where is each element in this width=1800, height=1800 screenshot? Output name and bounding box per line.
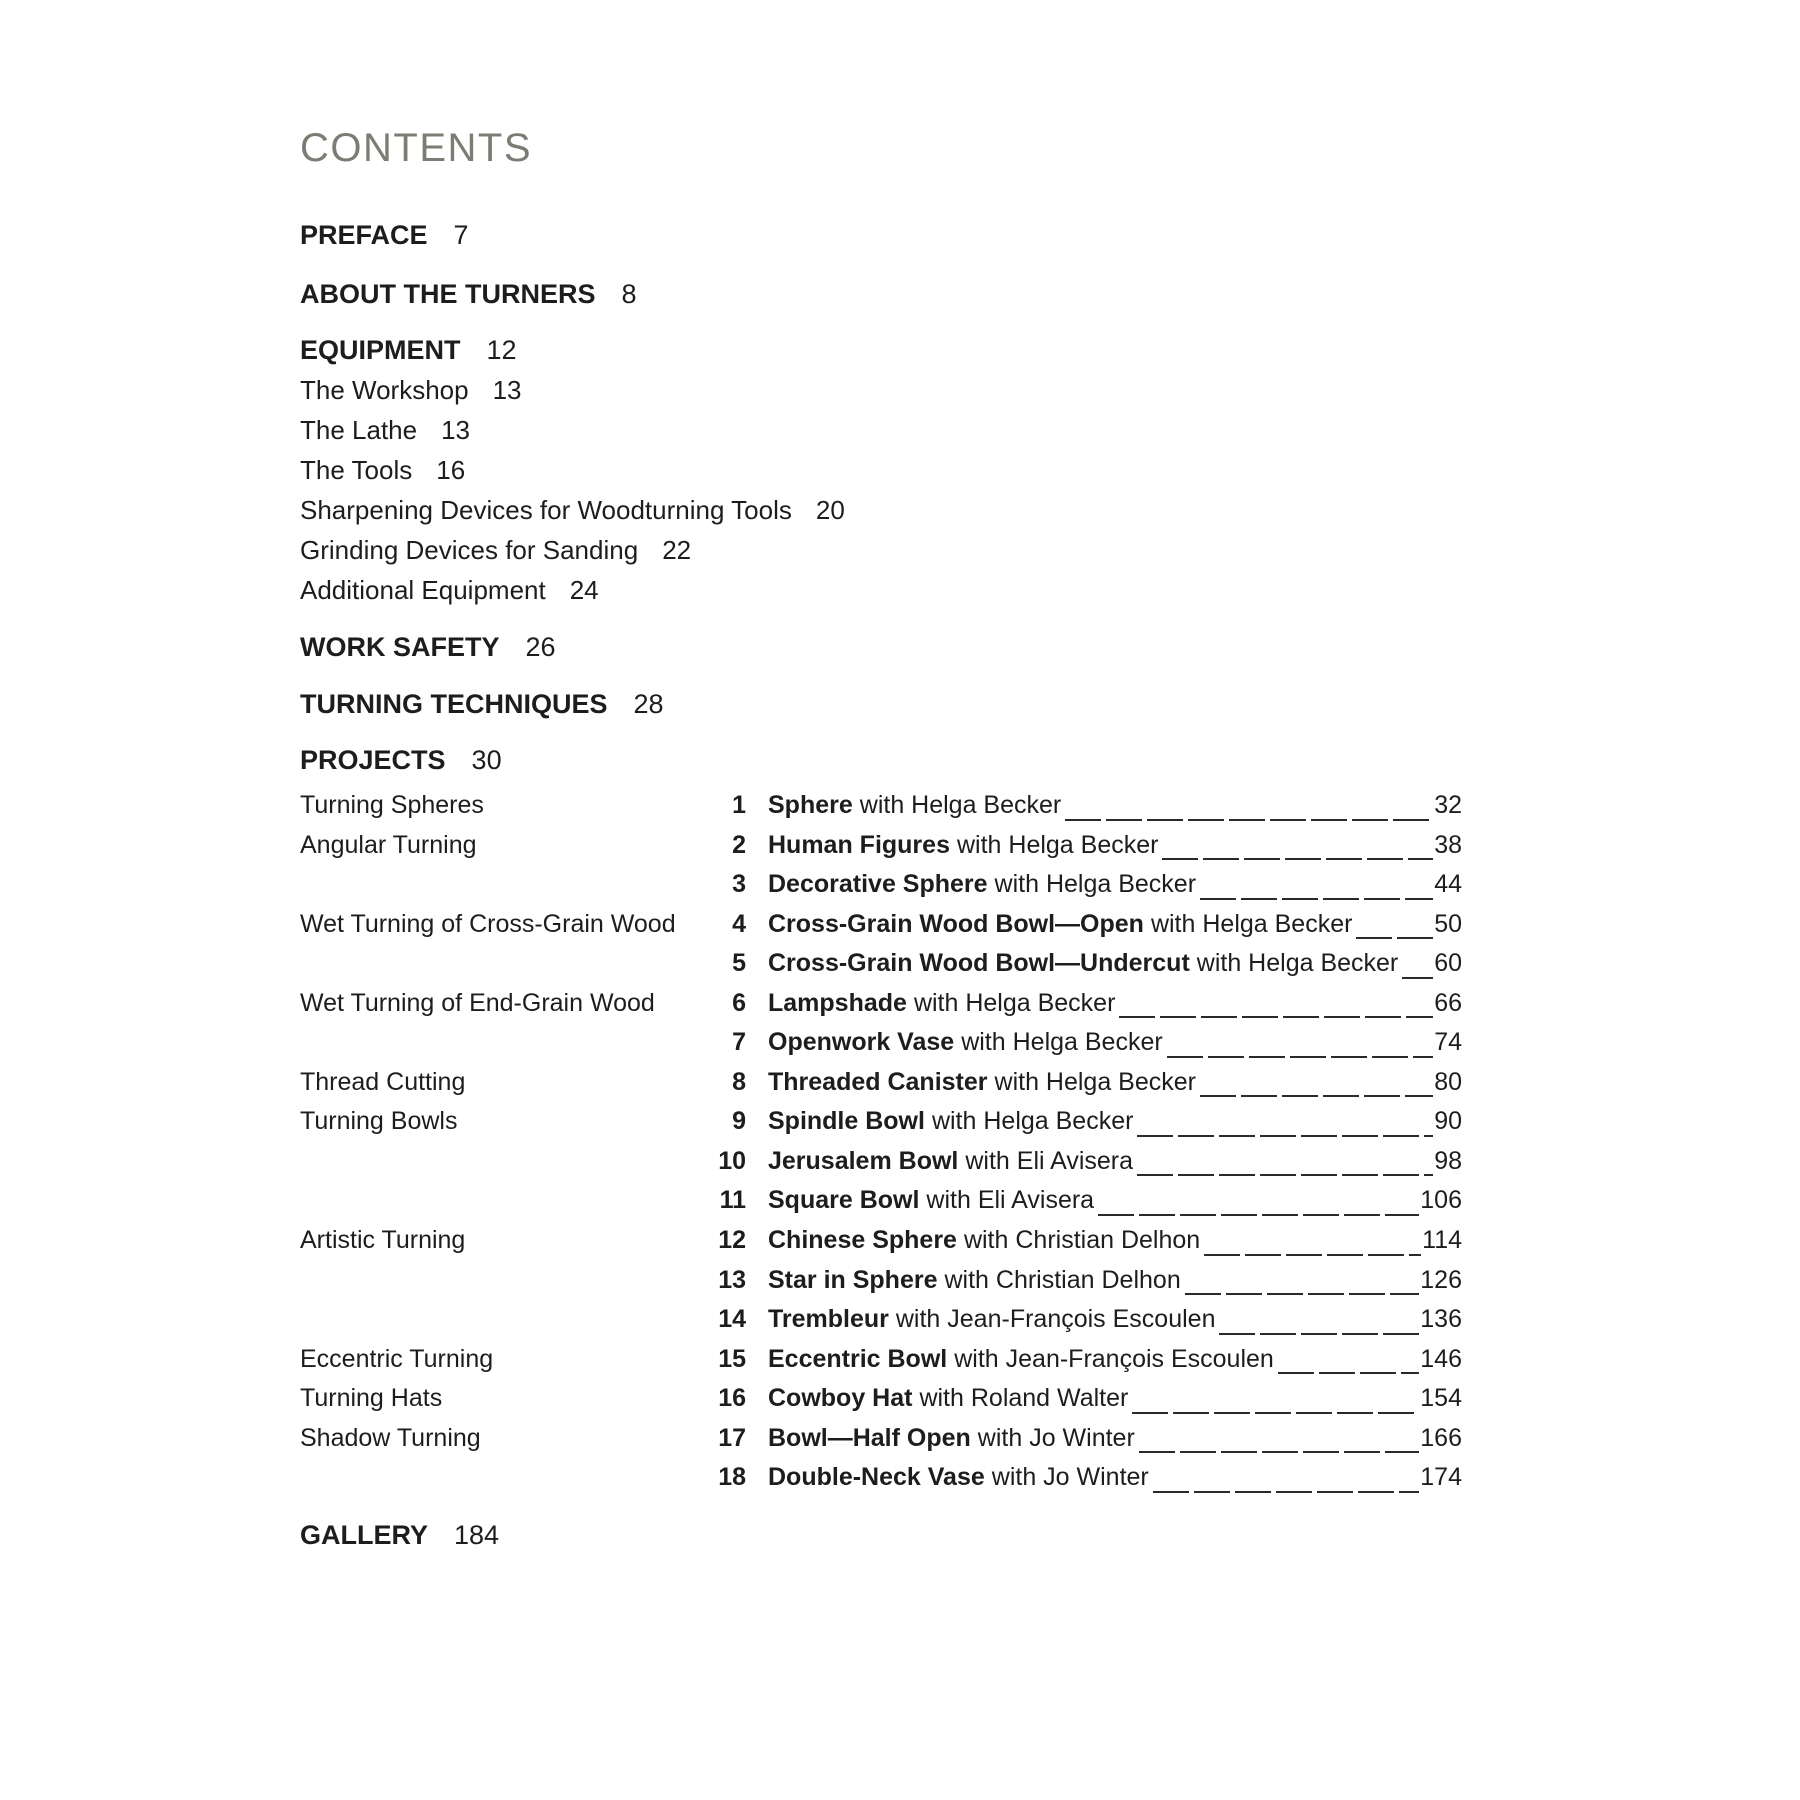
- equipment-item: [300, 497, 845, 523]
- project-title: Spindle Bowl: [768, 1107, 925, 1136]
- project-author: with Jean-François Escoulen: [954, 1344, 1274, 1373]
- page-number: 32: [1434, 791, 1462, 819]
- section-label: TURNING TECHNIQUES: [300, 689, 608, 719]
- category-label: Artistic Turning: [300, 1226, 466, 1255]
- toc-row: [300, 1340, 1462, 1380]
- section-label: EQUIPMENT: [300, 335, 461, 365]
- toc-row: [300, 944, 1462, 984]
- project-number: 8: [732, 1067, 746, 1096]
- dotted-leader: [1162, 858, 1433, 860]
- project-author: with Jean-François Escoulen: [895, 1305, 1216, 1334]
- section-equipment: [300, 337, 517, 364]
- toc-row: [300, 786, 1462, 826]
- item-label: The Tools: [300, 455, 413, 485]
- dotted-leader: [1065, 819, 1433, 821]
- toc-row: [300, 1142, 1462, 1182]
- project-author: with Helga Becker: [956, 830, 1159, 859]
- project-author: with Helga Becker: [961, 1028, 1163, 1057]
- section-page-number: 12: [486, 335, 517, 365]
- project-title: Cowboy Hat: [768, 1384, 913, 1413]
- dotted-leader: [1167, 1056, 1434, 1058]
- project-author: with Helga Becker: [994, 1067, 1196, 1096]
- project-title: Jerusalem Bowl: [768, 1146, 959, 1175]
- section-turning-techniques: [300, 691, 664, 718]
- project-number: 7: [732, 1028, 746, 1057]
- page-number: 90: [1434, 1107, 1462, 1136]
- toc-row: [300, 1379, 1462, 1419]
- dotted-leader: [1200, 1095, 1433, 1097]
- toc-row: [300, 826, 1462, 866]
- project-title: Double-Neck Vase: [768, 1463, 985, 1492]
- section-label: ABOUT THE TURNERS: [300, 279, 596, 309]
- project-title: Sphere: [768, 791, 853, 819]
- project-author: with Jo Winter: [991, 1463, 1149, 1492]
- project-title: Bowl—Half Open: [768, 1423, 971, 1452]
- item-page-number: 22: [662, 535, 692, 565]
- dotted-leader: [1137, 1174, 1433, 1176]
- item-label: Grinding Devices for Sanding: [300, 535, 639, 565]
- section-label: PROJECTS: [300, 745, 446, 775]
- dotted-leader: [1185, 1293, 1420, 1295]
- project-author: with Helga Becker: [859, 791, 1062, 819]
- category-label: Wet Turning of Cross-Grain Wood: [300, 909, 676, 938]
- project-number: 4: [732, 909, 746, 938]
- project-title: Decorative Sphere: [768, 870, 988, 899]
- project-number: 9: [732, 1107, 746, 1136]
- category-label: Angular Turning: [300, 830, 477, 859]
- project-author: with Helga Becker: [1196, 949, 1399, 978]
- project-title: Cross-Grain Wood Bowl—Undercut: [768, 949, 1190, 978]
- project-title: Human Figures: [768, 830, 950, 859]
- projects-table: [300, 786, 1462, 1498]
- project-number: 11: [719, 1186, 746, 1215]
- page-number: 38: [1434, 830, 1462, 859]
- page-number: 66: [1434, 988, 1462, 1017]
- equipment-item: [300, 577, 599, 603]
- section-label: WORK SAFETY: [300, 632, 500, 662]
- project-author: with Roland Walter: [919, 1384, 1129, 1413]
- page-number: 154: [1420, 1384, 1462, 1413]
- project-number: 12: [718, 1226, 746, 1255]
- section-page-number: 7: [453, 220, 469, 250]
- category-label: Turning Bowls: [300, 1107, 458, 1136]
- project-title: Openwork Vase: [768, 1028, 955, 1057]
- page-number: 98: [1434, 1146, 1462, 1175]
- dotted-leader: [1132, 1412, 1419, 1414]
- toc-row: [300, 984, 1462, 1024]
- toc-row: [300, 1458, 1462, 1498]
- section-work-safety: [300, 634, 556, 661]
- dotted-leader: [1402, 977, 1433, 979]
- section-projects: [300, 747, 502, 774]
- item-label: Sharpening Devices for Woodturning Tools: [300, 495, 792, 525]
- page-number: 74: [1434, 1028, 1462, 1057]
- section-page-number: 26: [525, 632, 556, 662]
- dotted-leader: [1098, 1214, 1419, 1216]
- toc-row: [300, 1300, 1462, 1340]
- page-number: 80: [1434, 1067, 1462, 1096]
- page-number: 126: [1420, 1265, 1462, 1294]
- equipment-item: [300, 377, 522, 403]
- dotted-leader: [1139, 1451, 1420, 1453]
- page-number: 166: [1420, 1423, 1462, 1452]
- dotted-leader: [1137, 1135, 1433, 1137]
- item-label: The Workshop: [300, 375, 469, 405]
- dotted-leader: [1219, 1333, 1419, 1335]
- project-number: 17: [718, 1423, 746, 1452]
- category-label: Shadow Turning: [300, 1423, 481, 1452]
- item-page-number: 16: [436, 455, 466, 485]
- item-page-number: 13: [492, 375, 522, 405]
- project-number: 2: [732, 830, 746, 859]
- project-author: with Christian Delhon: [944, 1265, 1181, 1294]
- dotted-leader: [1153, 1491, 1420, 1493]
- project-title: Star in Sphere: [768, 1265, 938, 1294]
- page-number: 44: [1434, 870, 1462, 899]
- project-number: 18: [718, 1463, 746, 1492]
- section-page-number: 184: [454, 1520, 500, 1550]
- item-page-number: 13: [441, 415, 471, 445]
- page-number: 174: [1420, 1463, 1462, 1492]
- project-title: Eccentric Bowl: [768, 1344, 948, 1373]
- page-number: 60: [1434, 949, 1462, 978]
- page-title: CONTENTS: [300, 126, 532, 170]
- page-number: 114: [1422, 1226, 1462, 1255]
- project-title: Square Bowl: [768, 1186, 920, 1215]
- category-label: Turning Hats: [300, 1384, 443, 1413]
- section-page-number: 8: [621, 279, 637, 309]
- project-author: with Helga Becker: [913, 988, 1116, 1017]
- project-title: Trembleur: [768, 1305, 889, 1334]
- category-label: Eccentric Turning: [300, 1344, 494, 1373]
- toc-row: [300, 1419, 1462, 1459]
- category-label: Wet Turning of End-Grain Wood: [300, 988, 655, 1017]
- toc-row: [300, 1102, 1462, 1142]
- item-label: The Lathe: [300, 415, 418, 445]
- dotted-leader: [1200, 898, 1433, 900]
- section-about-the-turners: [300, 281, 637, 308]
- item-page-number: 24: [569, 575, 599, 605]
- project-author: with Eli Avisera: [965, 1146, 1134, 1175]
- equipment-item: [300, 537, 691, 563]
- section-label: PREFACE: [300, 220, 428, 250]
- page-number: 136: [1420, 1305, 1462, 1334]
- section-page-number: 30: [471, 745, 502, 775]
- toc-row: [300, 1221, 1462, 1261]
- item-page-number: 20: [815, 495, 845, 525]
- project-author: with Helga Becker: [931, 1107, 1134, 1136]
- project-author: with Helga Becker: [994, 870, 1197, 899]
- toc-row: [300, 1023, 1462, 1063]
- project-author: with Christian Delhon: [963, 1226, 1201, 1255]
- section-label: GALLERY: [300, 1520, 428, 1550]
- toc-row: [300, 1181, 1462, 1221]
- section-preface: [300, 222, 469, 249]
- equipment-item: [300, 417, 470, 443]
- section-page-number: 28: [633, 689, 664, 719]
- project-author: with Eli Avisera: [926, 1186, 1095, 1215]
- project-number: 13: [718, 1265, 746, 1294]
- dotted-leader: [1204, 1254, 1421, 1256]
- toc-row: [300, 1063, 1462, 1103]
- toc-row: [300, 905, 1462, 945]
- project-number: 14: [718, 1305, 746, 1334]
- section-gallery: [300, 1522, 499, 1549]
- project-number: 5: [732, 949, 746, 978]
- equipment-item: [300, 457, 465, 483]
- project-title: Chinese Sphere: [768, 1226, 957, 1255]
- project-title: Threaded Canister: [768, 1067, 988, 1096]
- dotted-leader: [1356, 937, 1433, 939]
- category-label: Turning Spheres: [300, 791, 484, 819]
- project-title: Lampshade: [768, 988, 907, 1017]
- category-label: Thread Cutting: [300, 1067, 466, 1096]
- project-author: with Helga Becker: [1150, 909, 1353, 938]
- page-number: 106: [1420, 1186, 1462, 1215]
- dotted-leader: [1119, 1016, 1433, 1018]
- toc-row: [300, 1261, 1462, 1301]
- project-title: Cross-Grain Wood Bowl—Open: [768, 909, 1144, 938]
- page-number: 146: [1420, 1344, 1462, 1373]
- item-label: Additional Equipment: [300, 575, 546, 605]
- project-number: 6: [732, 988, 746, 1017]
- page-number: 50: [1434, 909, 1462, 938]
- dotted-leader: [1278, 1372, 1419, 1374]
- project-number: 16: [718, 1384, 746, 1413]
- project-number: 15: [718, 1344, 746, 1373]
- project-number: 10: [718, 1146, 746, 1175]
- project-number: 1: [732, 791, 746, 819]
- project-number: 3: [732, 870, 746, 899]
- project-author: with Jo Winter: [977, 1423, 1135, 1452]
- toc-row: [300, 865, 1462, 905]
